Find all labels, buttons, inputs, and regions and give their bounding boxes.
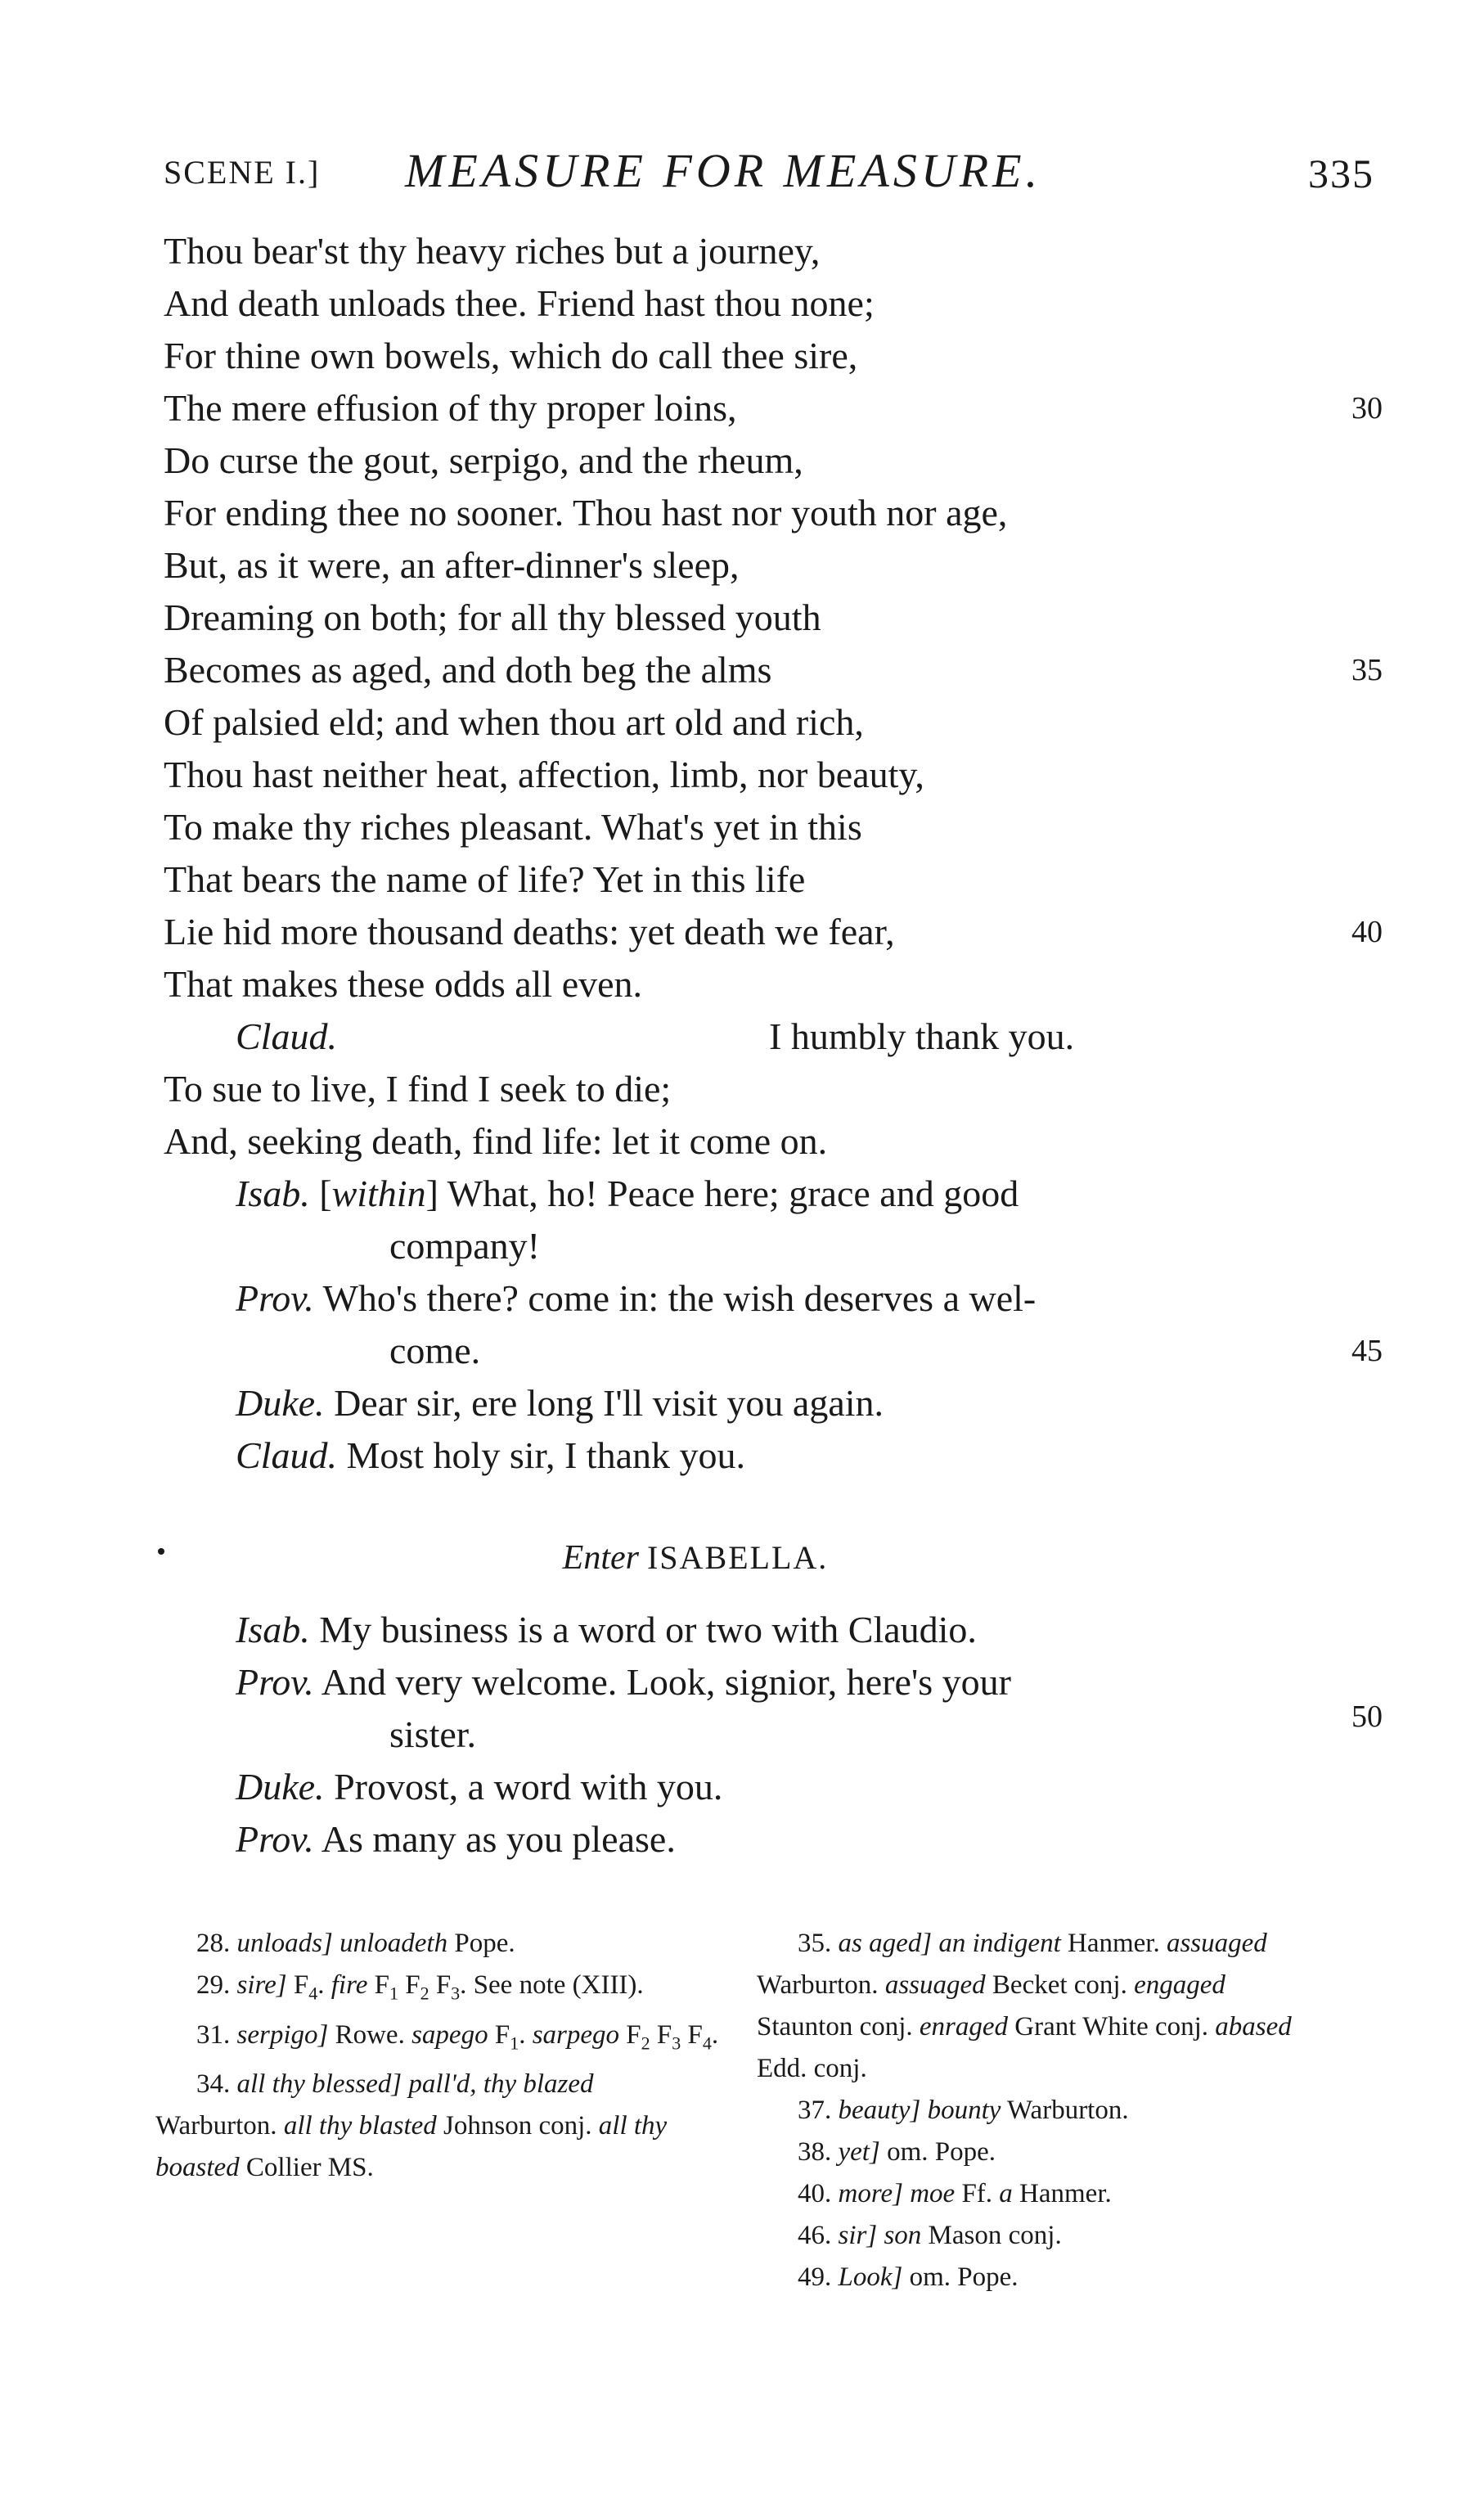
speaker-name: Claud. (236, 1434, 337, 1476)
note-source: See note (XIII). (473, 1970, 644, 2000)
note-number: 28. (196, 1929, 231, 1958)
note-source: Ff. (961, 2179, 993, 2208)
speech-prov (164, 1272, 1383, 1325)
speech-text: sister. (389, 1713, 477, 1755)
verse-line (164, 592, 1383, 644)
speech-claud (164, 1429, 1383, 1482)
stage-direction: within (331, 1173, 426, 1214)
verse-text: Thou bear'st thy heavy riches but a journey, (164, 230, 821, 272)
note-lemma: serpigo] (236, 2019, 329, 2050)
note-lemma: unloads] (236, 1929, 333, 1958)
note-source: F (626, 2019, 641, 2050)
verse-block (164, 225, 1383, 1482)
verse-line (164, 434, 1383, 487)
speech-prov (164, 1813, 1383, 1866)
note-source: F (435, 1970, 452, 2000)
speech-duke (164, 1761, 1383, 1813)
speech-text: My business is a word or two with Claudio. (319, 1609, 977, 1650)
speaker-name: Prov. (236, 1818, 314, 1860)
verse-line (164, 749, 1383, 801)
speech-duke (164, 1377, 1383, 1429)
note-number: 40. (798, 2179, 832, 2208)
speaker-name: Prov. (236, 1277, 314, 1319)
verse-text: That bears the name of life? Yet in this life (164, 858, 806, 900)
line-number: 30 (1351, 391, 1383, 425)
verse-text: Dreaming on both; for all thy blessed youth (164, 596, 821, 638)
speech-text: I humbly thank you. (769, 1015, 1075, 1057)
note-source: F (687, 2019, 703, 2050)
scene-label: SCENE I.] (164, 154, 321, 191)
stage-entrance (164, 1538, 1227, 1578)
stage-bracket: [ (319, 1173, 332, 1214)
speech-continuation: company! (389, 1225, 540, 1267)
speaker-name: Duke. (236, 1382, 325, 1424)
speech-continuation (164, 1325, 1383, 1377)
verse-text: That makes these odds all even. (164, 963, 643, 1005)
note-29: 29. sire] $F_4$. fire $F_1$ $F_2$ $F_3$. See note (XIII). (196, 1970, 644, 2004)
note-source: Pope. (454, 1929, 515, 1958)
verse-text: Of palsied eld; and when thou art old and rich, (164, 701, 864, 743)
note-source: Becket conj. (992, 1970, 1127, 2000)
speech-text: Who's there? come in: the wish deserves a wel- (322, 1277, 1037, 1319)
note-variant: sapego (411, 2019, 488, 2050)
note-source: Hanmer. (1068, 1929, 1160, 1958)
note-lemma: Look] (838, 2262, 903, 2292)
speech-continuation (164, 1699, 1383, 1761)
note-variant: assuaged (1166, 1929, 1267, 1958)
verse-line (164, 958, 1383, 1011)
note-source: Collier MS. (245, 2153, 374, 2183)
note-lemma: beauty] (838, 2096, 921, 2125)
stage-bracket: ] (425, 1173, 438, 1214)
note-variant: sarpego (532, 2019, 620, 2050)
verse-text: For ending thee no sooner. Thou hast nor youth nor age, (164, 492, 1008, 533)
verse-lines (164, 225, 1383, 1011)
verse-line: To sue to live, I find I seek to die; (164, 1068, 672, 1110)
textual-notes (155, 1923, 1383, 2381)
note-subscript: 4 (702, 2033, 712, 2054)
play-title: MEASURE FOR MEASURE. (405, 144, 1042, 197)
note-number: 29. (196, 1970, 231, 2000)
verse-line (164, 277, 1383, 330)
note-source: F (494, 2019, 510, 2050)
note-variant: a (999, 2179, 1013, 2208)
speech-text: And very welcome. Look, signior, here's your (321, 1661, 1011, 1703)
note-28 (155, 1923, 720, 1965)
line-number: 45 (1351, 1334, 1383, 1368)
note-variant: an indigent (938, 1929, 1061, 1958)
notes-column-left (155, 1923, 720, 2189)
verse-text: To make thy riches pleasant. What's yet in this (164, 806, 862, 848)
note-number: 34. (196, 2069, 231, 2100)
note-variant: moe (910, 2179, 956, 2208)
verse-line (164, 539, 1383, 592)
note-37 (757, 2090, 1321, 2132)
note-source: Hanmer. (1019, 2179, 1112, 2208)
note-lemma: sire] (236, 1970, 287, 2000)
note-variant: enraged (919, 2012, 1009, 2042)
note-subscript: 2 (420, 1983, 429, 2004)
line-number: 50 (1351, 1699, 1383, 1734)
speaker-name: Isab. (236, 1609, 310, 1650)
note-lemma: as aged] (838, 1929, 933, 1958)
note-source: Warburton. (1007, 2096, 1129, 2125)
note-source: F (293, 1970, 309, 2000)
note-subscript: 3 (672, 2033, 681, 2054)
verse-text: Lie hid more thousand deaths: yet death we fear, (164, 911, 895, 952)
verse-text: Do curse the gout, serpigo, and the rheum, (164, 439, 803, 481)
line-number: 40 (1351, 915, 1383, 949)
speech-text: Dear sir, ere long I'll visit you again. (334, 1382, 884, 1424)
line-number: 35 (1351, 653, 1383, 687)
speech-text: As many as you please. (321, 1818, 676, 1860)
note-subscript: 1 (510, 2033, 519, 2054)
speech-prov (164, 1656, 1383, 1708)
note-number: 49. (798, 2262, 832, 2292)
verse-text: And death unloads thee. Friend hast thou none; (164, 282, 875, 324)
note-source: Warburton. (155, 2111, 277, 2141)
speaker-name: Duke. (236, 1766, 325, 1807)
verse-line: And, seeking death, find life: let it come on. (164, 1120, 828, 1162)
note-source: Warburton. (757, 1970, 879, 2000)
note-lemma: more] (838, 2179, 903, 2208)
speech-text: What, ho! Peace here; grace and good (447, 1173, 1019, 1214)
note-variant: engaged (1134, 1970, 1225, 2000)
verse-text: The mere effusion of thy proper loins, (164, 387, 737, 429)
page-number: 335 (1308, 151, 1374, 196)
note-variant: all thy blasted (283, 2111, 437, 2141)
speaker-name: Isab. (236, 1173, 310, 1214)
note-40 (757, 2173, 1321, 2215)
verse-text: For thine own bowels, which do call thee sire, (164, 335, 858, 376)
note-lemma: sir] (838, 2221, 878, 2250)
running-header (164, 143, 1374, 209)
note-number: 46. (798, 2221, 832, 2250)
note-variant: assuaged (884, 1970, 986, 2000)
character-name: ISABELLA. (646, 1539, 829, 1576)
note-38 (757, 2132, 1321, 2173)
note-variant: all thy boasted (155, 2111, 668, 2183)
note-lemma: all thy blessed] (236, 2069, 402, 2100)
note-variant: abased (1215, 2012, 1292, 2042)
speech-claud (164, 1011, 1383, 1063)
note-source: F (374, 1970, 389, 2000)
note-source: F (656, 2019, 672, 2050)
verse-line (164, 801, 1383, 853)
note-variant: son (884, 2221, 922, 2250)
note-source: Staunton conj. (757, 2012, 913, 2042)
verse-text: But, as it were, an after-dinner's sleep, (164, 544, 740, 586)
stage-direction: Enter (562, 1539, 639, 1577)
note-variant: fire (331, 1970, 368, 2000)
note-number: 38. (798, 2137, 832, 2167)
speaker-name: Claud. (236, 1015, 337, 1057)
verse-line (164, 487, 1383, 539)
note-31: 31. serpigo] Rowe. sapego $F_1$. sarpego $F_2$ $F_3$ $F_4$. (196, 2019, 719, 2054)
note-subscript: 3 (451, 1983, 461, 2004)
verse-line (164, 382, 1383, 434)
verse-line (164, 696, 1383, 749)
notes-column-right (757, 1923, 1321, 2298)
speech-text: Provost, a word with you. (334, 1766, 723, 1807)
verse-line (164, 225, 1383, 277)
verse-text: Becomes as aged, and doth beg the alms (164, 649, 772, 691)
note-number: 37. (798, 2096, 832, 2125)
speech-isab (164, 1604, 1383, 1656)
speech-text: Most holy sir, I thank you. (346, 1434, 746, 1476)
note-34 (155, 2064, 720, 2189)
verse-line (164, 906, 1383, 958)
note-source: Edd. conj. (757, 2054, 867, 2083)
note-number: 31. (196, 2019, 231, 2050)
verse-line (164, 644, 1383, 696)
speaker-name: Prov. (236, 1661, 314, 1703)
verse-line (164, 330, 1383, 382)
note-source: Rowe. (335, 2019, 405, 2050)
note-subscript: 2 (641, 2033, 650, 2054)
note-source: Mason conj. (928, 2221, 1062, 2250)
note-source: Grant White conj. (1014, 2012, 1209, 2042)
verse-block-2 (164, 1604, 1383, 1866)
speech-isab (164, 1168, 1383, 1220)
note-source: Johnson conj. (443, 2111, 592, 2141)
note-source: F (405, 1970, 420, 2000)
note-number: 35. (798, 1929, 832, 1958)
verse-line (164, 853, 1383, 906)
note-variant: pall'd, thy blazed (408, 2069, 594, 2100)
note-source: om. Pope. (909, 2262, 1019, 2292)
verse-text: Thou hast neither heat, affection, limb, nor beauty, (164, 754, 924, 795)
note-lemma: yet] (838, 2137, 880, 2167)
note-49 (757, 2257, 1321, 2298)
note-source: om. Pope. (887, 2137, 996, 2167)
note-subscript: 1 (389, 1983, 398, 2004)
note-variant: unloadeth (340, 1929, 448, 1958)
speech-text: come. (389, 1330, 481, 1371)
note-46 (757, 2215, 1321, 2257)
note-35 (757, 1923, 1321, 2090)
note-variant: bounty (927, 2096, 1001, 2125)
note-subscript: 4 (308, 1983, 318, 2004)
